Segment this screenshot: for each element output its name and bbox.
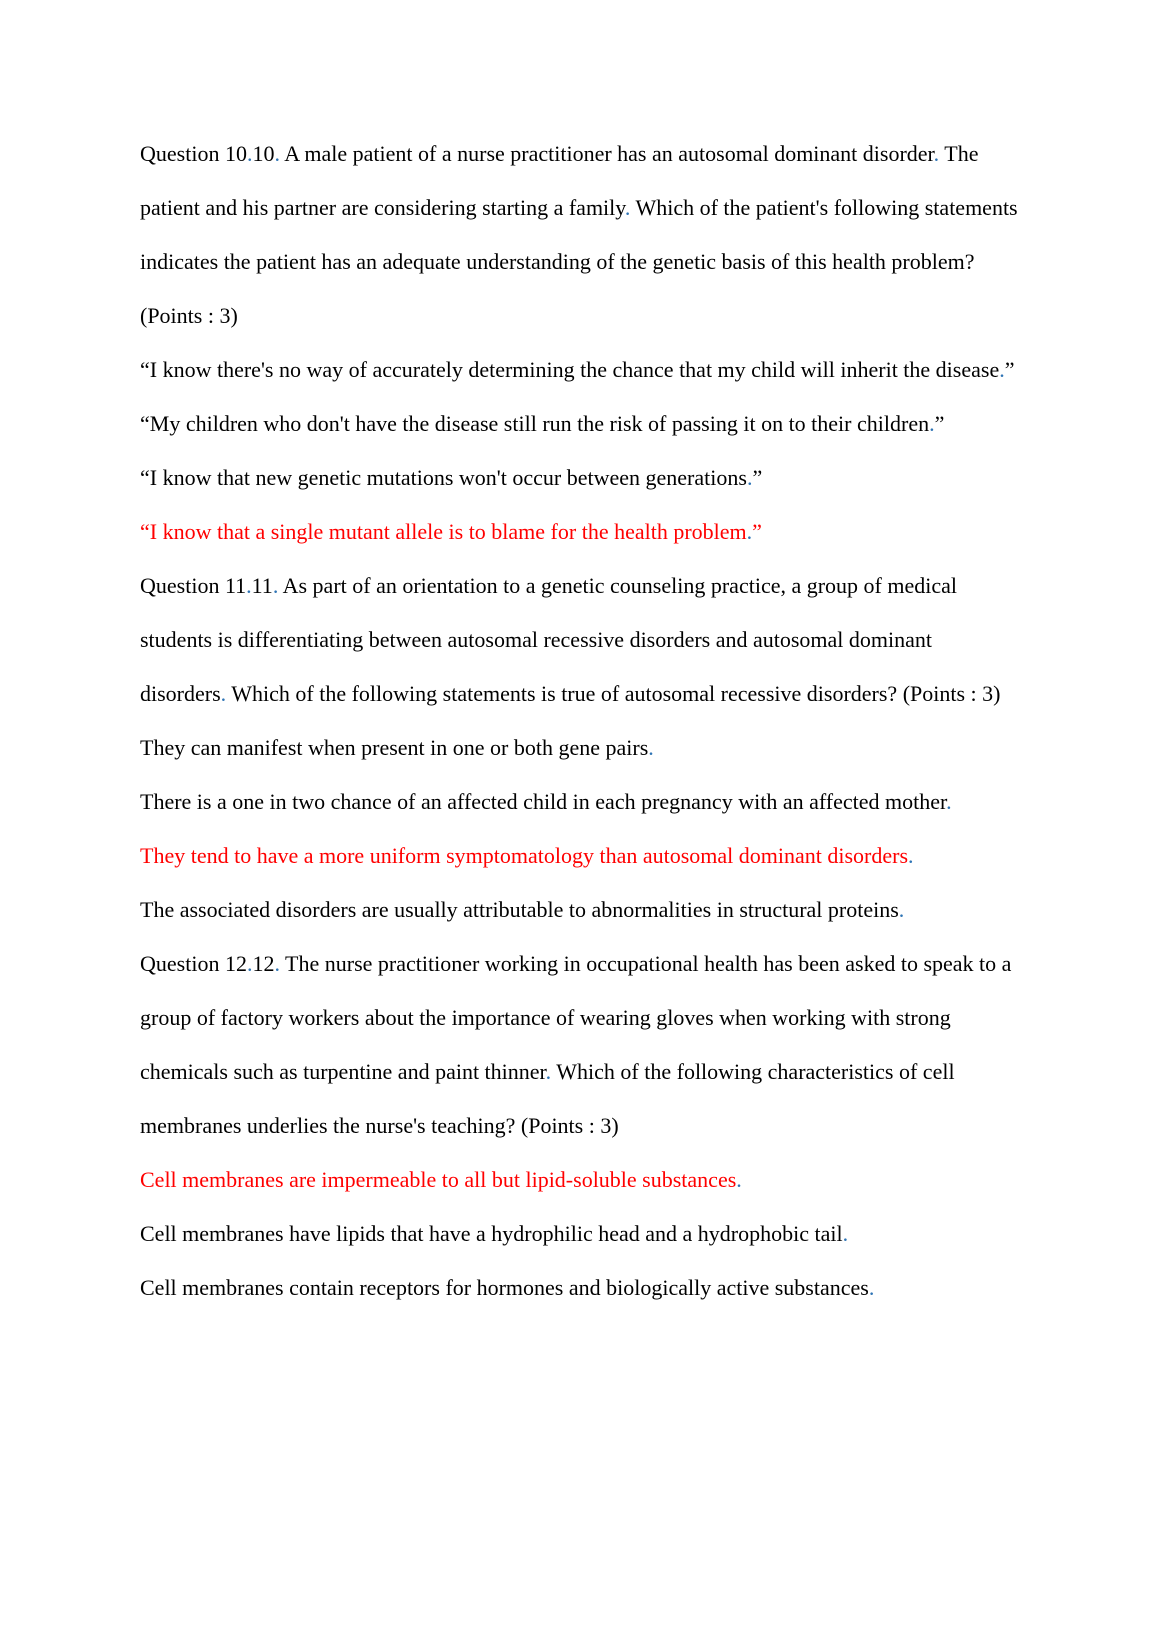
question-prompt: Question 10.10. A male patient of a nurse practitioner has an autosomal dominant disorder. The patient and his partner are considering starting a family. Which of the patient's following statements indicates the patient has an adequate understanding of the genetic basis of this health problem? (Points : 3)	[140, 141, 1018, 328]
question-label: Question 12	[140, 951, 247, 976]
answer-option: “I know there's no way of accurately determining the chance that my child will inherit the disease.”	[140, 357, 1015, 382]
answer-option: The associated disorders are usually attributable to abnormalities in structural proteins.	[140, 897, 905, 922]
answer-option: Cell membranes have lipids that have a hydrophilic head and a hydrophobic tail.	[140, 1221, 849, 1246]
question-prompt: Question 11.11. As part of an orientation to a genetic counseling practice, a group of medical students is differentiating between autosomal recessive disorders and autosomal dominant disorders. Which of the following statements is true of autosomal recessive disorders? (Points : 3)	[140, 573, 1001, 706]
correct-answer-option: Cell membranes are impermeable to all but lipid-soluble substances.	[140, 1167, 742, 1192]
question-12	[140, 937, 1020, 1315]
question-11	[140, 559, 1020, 937]
correct-answer-option: “I know that a single mutant allele is to blame for the health problem.”	[140, 519, 762, 544]
answer-option: Cell membranes contain receptors for hormones and biologically active substances.	[140, 1275, 875, 1300]
question-label: Question 11	[140, 573, 247, 598]
question-prompt: Question 12.12. The nurse practitioner working in occupational health has been asked to speak to a group of factory workers about the importance of wearing gloves when working with strong chemicals such as turpentine and paint thinner. Which of the following characteristics of cell membranes underlies the nurse's teaching? (Points : 3)	[140, 951, 1012, 1138]
document-page	[140, 127, 1020, 1315]
answer-option: “My children who don't have the disease still run the risk of passing it on to their children.”	[140, 411, 945, 436]
answer-option: They can manifest when present in one or both gene pairs.	[140, 735, 654, 760]
answer-option: “I know that new genetic mutations won't occur between generations.”	[140, 465, 763, 490]
correct-answer-option: They tend to have a more uniform symptomatology than autosomal dominant disorders.	[140, 843, 914, 868]
question-label: Question 10	[140, 141, 247, 166]
answer-option: There is a one in two chance of an affected child in each pregnancy with an affected mother.	[140, 789, 952, 814]
question-10	[140, 127, 1020, 559]
